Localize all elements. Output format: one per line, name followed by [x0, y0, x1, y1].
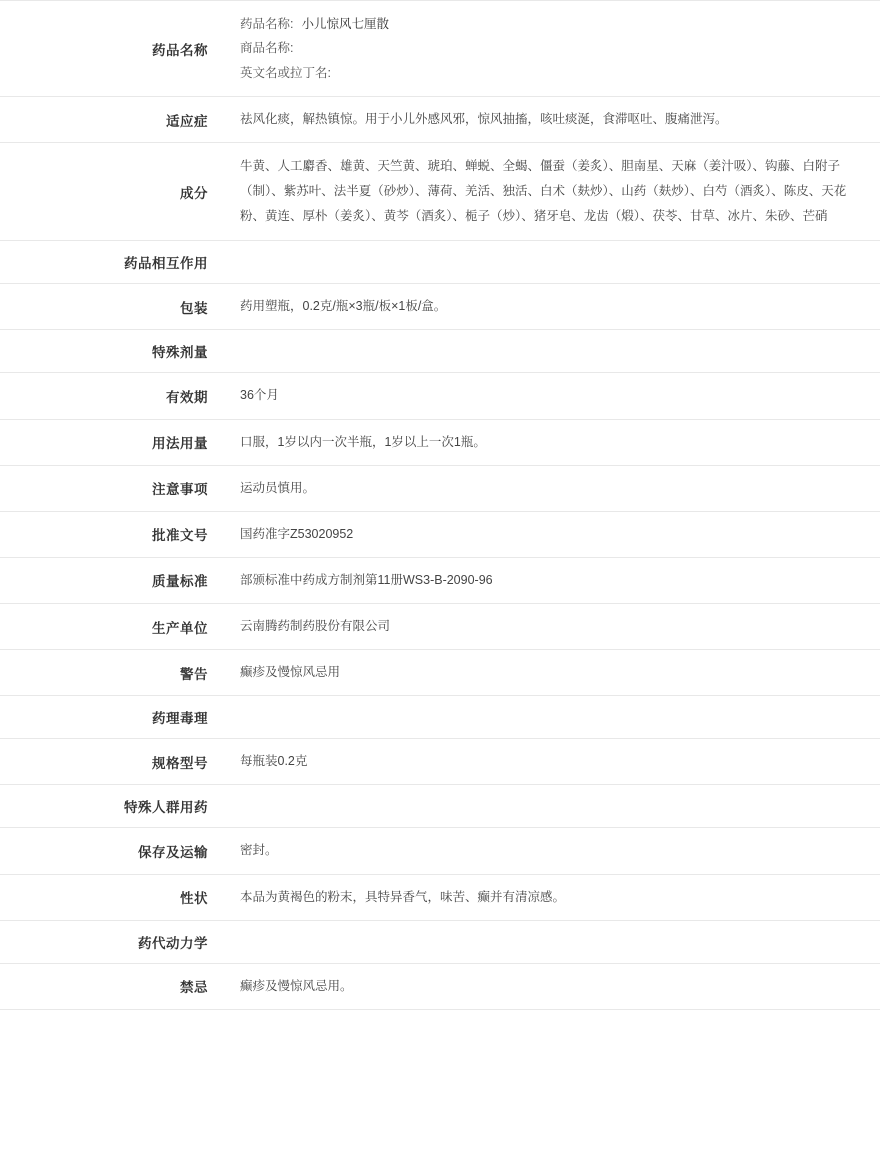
drug-name-value: 小儿惊风七厘散	[301, 17, 389, 31]
latin-name-line	[240, 61, 870, 85]
table-row	[0, 739, 880, 785]
row-label-precautions: 注意事项	[0, 465, 222, 511]
row-label-ingredients: 成分	[0, 143, 222, 241]
table-row	[0, 785, 880, 828]
row-label-approval-number: 批准文号	[0, 511, 222, 557]
row-value-special-dosage	[222, 330, 880, 373]
row-label-pharmacology-toxicology: 药理毒理	[0, 696, 222, 739]
row-label-special-dosage: 特殊剂量	[0, 330, 222, 373]
row-label-manufacturer: 生产单位	[0, 604, 222, 650]
table-row	[0, 241, 880, 284]
row-value-manufacturer: 云南腾药制药股份有限公司	[222, 604, 880, 650]
row-label-pharmacokinetics: 药代动力学	[0, 920, 222, 963]
row-label-drug-name: 药品名称	[0, 1, 222, 97]
table-row	[0, 143, 880, 241]
row-value-ingredients: 牛黄、人工麝香、雄黄、天竺黄、琥珀、蝉蜕、全蝎、僵蚕（姜炙）、胆南星、天麻（姜汁吸）、钩藤、白附子（制）、紫苏叶、法半夏（砂炒）、薄荷、羌活、独活、白术（麸炒）、山药（麸炒）、白芍（酒炙）、陈皮、天花粉、黄连、厚朴（姜炙）、黄芩（酒炙）、栀子（炒）、猪牙皂、龙齿（煅）、茯苓、甘草、冰片、朱砂、芒硝	[222, 143, 880, 241]
row-value-specification: 每瓶装0.2克	[222, 739, 880, 785]
table-row	[0, 920, 880, 963]
table-row	[0, 419, 880, 465]
row-label-shelf-life: 有效期	[0, 373, 222, 419]
row-value-special-populations	[222, 785, 880, 828]
table-row	[0, 963, 880, 1009]
row-value-pharmacokinetics	[222, 920, 880, 963]
drug-name-key: 药品名称:	[240, 17, 294, 31]
row-label-quality-standard: 质量标准	[0, 557, 222, 603]
row-value-quality-standard: 部颁标准中药成方制剂第11册WS3-B-2090-96	[222, 557, 880, 603]
table-row	[0, 828, 880, 874]
row-value-dosage-administration: 口服，1岁以内一次半瓶，1岁以上一次1瓶。	[222, 419, 880, 465]
row-value-pharmacology-toxicology	[222, 696, 880, 739]
row-value-shelf-life: 36个月	[222, 373, 880, 419]
row-value-drug-interactions	[222, 241, 880, 284]
row-value-contraindications: 癫疹及慢惊风忌用。	[222, 963, 880, 1009]
row-value-storage-transport: 密封。	[222, 828, 880, 874]
page-bottom-spacer	[0, 1010, 880, 1150]
row-label-indications: 适应症	[0, 97, 222, 143]
table-row	[0, 373, 880, 419]
table-row	[0, 284, 880, 330]
table-row	[0, 330, 880, 373]
drug-name-line	[240, 12, 870, 36]
table-row	[0, 557, 880, 603]
table-row	[0, 650, 880, 696]
row-label-special-populations: 特殊人群用药	[0, 785, 222, 828]
row-value-indications: 祛风化痰，解热镇惊。用于小儿外感风邪，惊风抽搐，咳吐痰涎，食滞呕吐、腹痛泄泻。	[222, 97, 880, 143]
row-value-packaging: 药用塑瓶，0.2克/瓶×3瓶/板×1板/盒。	[222, 284, 880, 330]
row-label-specification: 规格型号	[0, 739, 222, 785]
latin-name-key: 英文名或拉丁名:	[240, 65, 331, 80]
row-value-warning: 癫疹及慢惊风忌用	[222, 650, 880, 696]
drug-info-table-body	[0, 1, 880, 1010]
row-label-packaging: 包装	[0, 284, 222, 330]
row-label-storage-transport: 保存及运输	[0, 828, 222, 874]
trade-name-key: 商品名称:	[240, 41, 294, 56]
table-row	[0, 1, 880, 97]
table-row	[0, 604, 880, 650]
row-label-dosage-administration: 用法用量	[0, 419, 222, 465]
row-label-appearance: 性状	[0, 874, 222, 920]
table-row	[0, 97, 880, 143]
row-label-warning: 警告	[0, 650, 222, 696]
table-row	[0, 511, 880, 557]
latin-name-value	[331, 66, 339, 80]
row-label-contraindications: 禁忌	[0, 963, 222, 1009]
row-value-approval-number: 国药准字Z53020952	[222, 511, 880, 557]
row-value-drug-name	[222, 1, 880, 97]
row-value-appearance: 本品为黄褐色的粉末，具特异香气，味苦、癫并有清凉感。	[222, 874, 880, 920]
trade-name-line	[240, 36, 870, 60]
table-row	[0, 696, 880, 739]
table-row	[0, 874, 880, 920]
row-label-drug-interactions: 药品相互作用	[0, 241, 222, 284]
trade-name-value	[293, 41, 301, 55]
row-value-precautions: 运动员慎用。	[222, 465, 880, 511]
table-row	[0, 465, 880, 511]
